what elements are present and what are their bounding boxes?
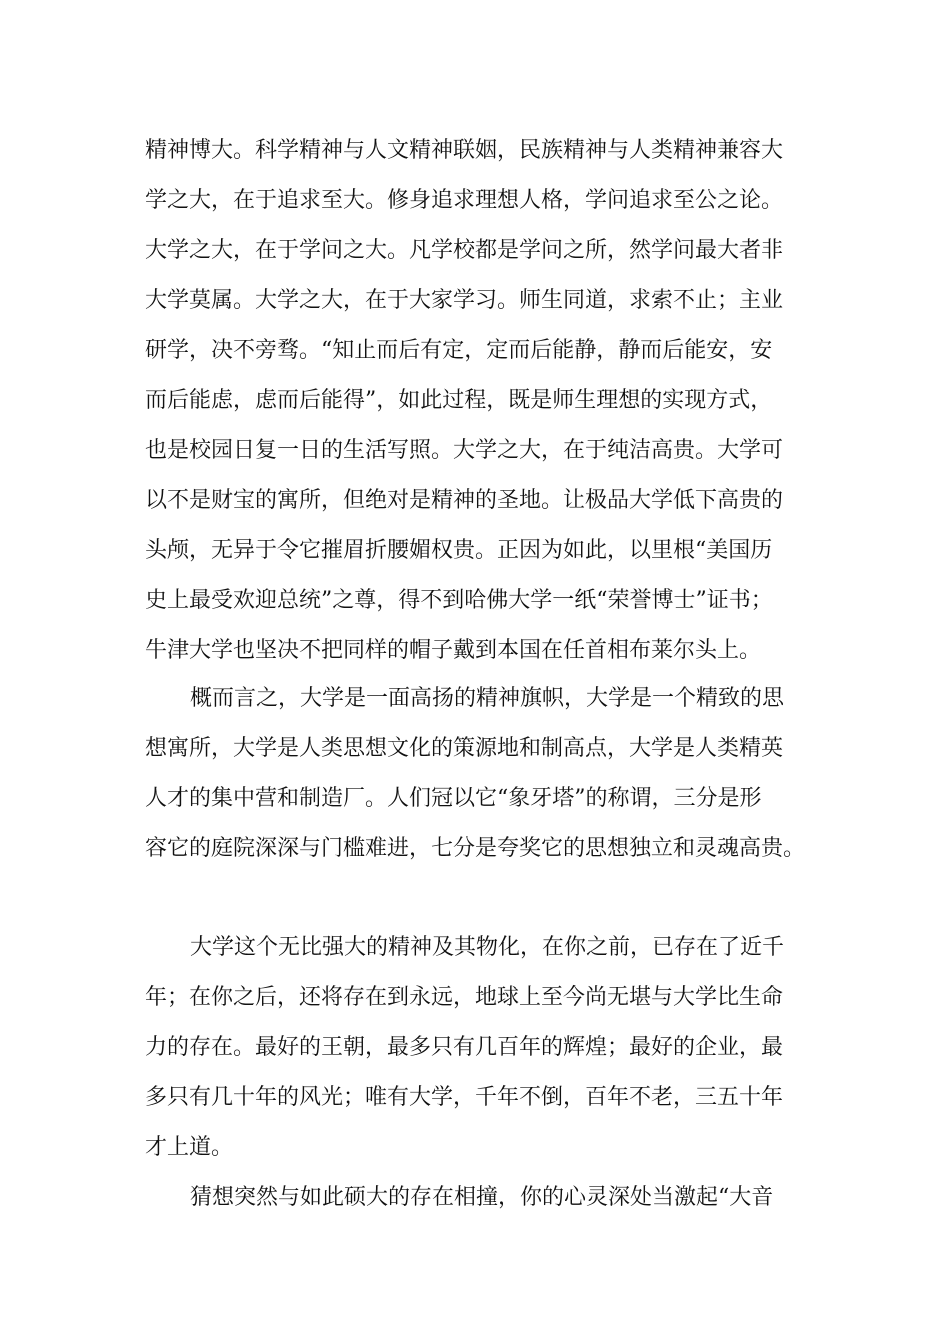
text-line: 研学，决不旁骛。“知止而后有定，定而后能静，静而后能安，安 <box>145 338 773 363</box>
text-line: 精神博大。科学精神与人文精神联姻，民族精神与人类精神兼容大 <box>145 138 784 163</box>
text-line: 人才的集中营和制造厂。人们冠以它“象牙塔”的称谓，三分是形 <box>145 786 762 811</box>
text-line: 年；在你之后，还将存在到永远，地球上至今尚无堪与大学比生命 <box>145 985 784 1010</box>
text-line: 多只有几十年的风光；唯有大学，千年不倒，百年不老，三五十年 <box>145 1085 784 1110</box>
text-line: 力的存在。最好的王朝，最多只有几百年的辉煌；最好的企业，最 <box>145 1035 784 1060</box>
text-line: 以不是财宝的寓所，但绝对是精神的圣地。让极品大学低下高贵的 <box>145 488 784 513</box>
text-line: 史上最受欢迎总统”之尊，得不到哈佛大学一纸“荣誉博士”证书； <box>145 588 773 613</box>
text-line: 也是校园日复一日的生活写照。大学之大，在于纯洁高贵。大学可 <box>145 438 784 463</box>
text-line: 大学之大，在于学问之大。凡学校都是学问之所，然学问最大者非 <box>145 238 784 263</box>
text-line: 头颅，无异于令它摧眉折腰媚权贵。正因为如此，以里根“美国历 <box>145 538 773 563</box>
text-line: 容它的庭院深深与门槛难进，七分是夸奖它的思想独立和灵魂高贵。 <box>145 836 806 861</box>
text-line: 牛津大学也坚决不把同样的帽子戴到本国在任首相布莱尔头上。 <box>145 638 762 663</box>
text-line: 想寓所，大学是人类思想文化的策源地和制高点，大学是人类精英 <box>145 736 784 761</box>
text-line: 而后能虑，虑而后能得”，如此过程，既是师生理想的实现方式， <box>145 388 773 413</box>
paragraph-first-line: 概而言之，大学是一面高扬的精神旗帜，大学是一个精致的思 <box>190 686 785 711</box>
text-line: 大学莫属。大学之大，在于大家学习。师生同道，求索不止；主业 <box>145 288 784 313</box>
text-line: 才上道。 <box>145 1135 234 1160</box>
text-line: 学之大，在于追求至大。修身追求理想人格，学问追求至公之论。 <box>145 188 784 213</box>
paragraph-first-line: 猜想突然与如此硕大的存在相撞，你的心灵深处当激起“大音 <box>190 1185 774 1210</box>
paragraph-first-line: 大学这个无比强大的精神及其物化，在你之前，已存在了近千 <box>190 935 785 960</box>
